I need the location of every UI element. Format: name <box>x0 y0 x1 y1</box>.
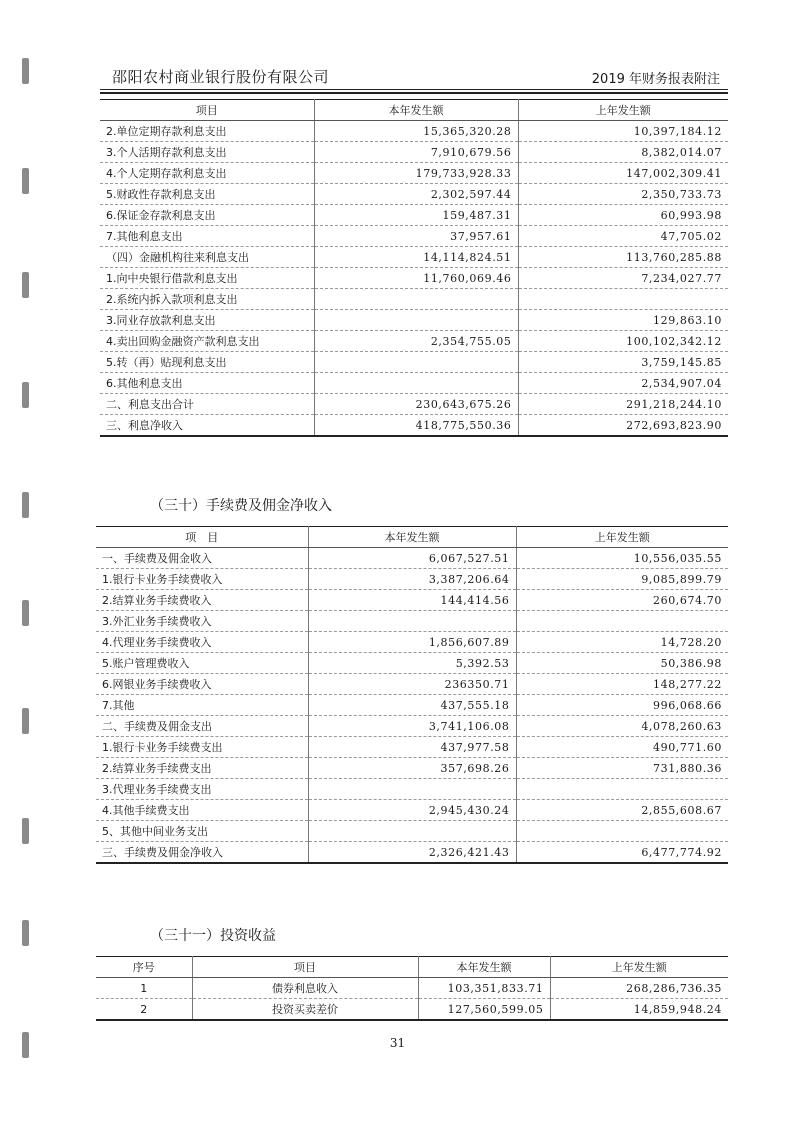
row-label: 二、利息支出合计 <box>100 394 314 415</box>
table-row <box>96 590 728 611</box>
cell-value: 7,234,027.77 <box>518 268 728 289</box>
table-row <box>96 716 728 737</box>
column-header: 本年发生额 <box>418 957 550 978</box>
cell-value: 291,218,244.10 <box>518 394 728 415</box>
binder-mark <box>22 58 29 84</box>
section-title-fee-income: （三十）手续费及佣金净收入 <box>150 498 332 514</box>
cell-value: 996,068.66 <box>516 695 728 716</box>
cell-value: 272,693,823.90 <box>626 418 722 432</box>
table-row <box>100 394 728 415</box>
row-label: 三、手续费及佣金净收入 <box>96 842 308 864</box>
row-label: 5.账户管理费收入 <box>96 653 308 674</box>
investment-income-table <box>96 956 728 1021</box>
cell-value: 37,957.61 <box>314 226 518 247</box>
cell-value: 14,859,948.24 <box>633 1002 722 1016</box>
cell-value: 50,386.98 <box>516 653 728 674</box>
row-label: 1.银行卡业务手续费收入 <box>96 569 308 590</box>
binder-mark <box>22 492 29 518</box>
table-row <box>96 611 728 632</box>
cell-value <box>314 352 518 373</box>
row-label: 3.外汇业务手续费收入 <box>96 611 308 632</box>
cell-value: 418,775,550.36 <box>314 415 518 437</box>
row-label: 2 <box>96 999 192 1021</box>
table-row <box>100 415 728 437</box>
cell-value <box>308 779 516 800</box>
interest-expense-table <box>100 99 728 437</box>
page-number: 31 <box>389 1036 406 1050</box>
table-row <box>100 184 728 205</box>
column-header: 上年发生额 <box>550 957 728 978</box>
table-row <box>100 268 728 289</box>
column-header: 上年发生额 <box>518 100 728 121</box>
cell-value: 60,993.98 <box>518 205 728 226</box>
column-header: 项目 <box>192 957 418 978</box>
row-label: 4.卖出回购金融资产款利息支出 <box>100 331 314 352</box>
row-label: 6.其他利息支出 <box>100 373 314 394</box>
header-divider <box>100 92 728 94</box>
table-row <box>96 653 728 674</box>
binder-mark <box>22 382 29 408</box>
table-row <box>100 163 728 184</box>
cell-value: 4,078,260.63 <box>516 716 728 737</box>
cell-value <box>314 289 518 310</box>
cell-value: 2,326,421.43 <box>308 842 516 864</box>
cell-value: 2,302,597.44 <box>314 184 518 205</box>
cell-value: 47,705.02 <box>518 226 728 247</box>
row-label: 7.其他 <box>96 695 308 716</box>
cell-value: 179,733,928.33 <box>314 163 518 184</box>
table-row <box>100 331 728 352</box>
table-row <box>96 800 728 821</box>
cell-value: 268,286,736.35 <box>550 978 728 999</box>
table-row <box>100 352 728 373</box>
cell-value: 437,977.58 <box>308 737 516 758</box>
table-row <box>96 779 728 800</box>
cell-value: 437,555.18 <box>308 695 516 716</box>
table-row <box>96 674 728 695</box>
cell-value: 3,741,106.08 <box>308 716 516 737</box>
table-row <box>100 373 728 394</box>
table-row <box>96 632 728 653</box>
row-label: 2.结算业务手续费支出 <box>96 758 308 779</box>
row-label: 3.同业存放款利息支出 <box>100 310 314 331</box>
table-header-row <box>96 527 728 548</box>
cell-value: 113,760,285.88 <box>518 247 728 268</box>
cell-value: 144,414.56 <box>308 590 516 611</box>
column-header: 项目 <box>100 100 314 121</box>
cell-value: 3,759,145.85 <box>518 352 728 373</box>
cell-value: 1,856,607.89 <box>308 632 516 653</box>
cell-value: 127,560,599.05 <box>418 999 550 1021</box>
cell-value: 6,477,774.92 <box>641 845 722 859</box>
table-header-row <box>100 100 728 121</box>
cell-value <box>308 611 516 632</box>
cell-value: 100,102,342.12 <box>518 331 728 352</box>
row-label: 5.转（再）贴现利息支出 <box>100 352 314 373</box>
cell-value: 10,397,184.12 <box>518 121 728 142</box>
row-label: 2.结算业务手续费收入 <box>96 590 308 611</box>
table-row <box>96 737 728 758</box>
cell-value: 230,643,675.26 <box>314 394 518 415</box>
cell-value <box>308 821 516 842</box>
cell-value: 11,760,069.46 <box>314 268 518 289</box>
cell-value: 103,351,833.71 <box>418 978 550 999</box>
cell-value <box>314 310 518 331</box>
cell-value <box>516 821 728 842</box>
table-row <box>96 548 728 569</box>
table-row <box>96 758 728 779</box>
cell-value <box>516 779 728 800</box>
cell-value: 159,487.31 <box>314 205 518 226</box>
cell-value: 2,354,755.05 <box>314 331 518 352</box>
cell-value: 731,880.36 <box>516 758 728 779</box>
table-row <box>96 821 728 842</box>
table-row <box>100 247 728 268</box>
column-header: 本年发生额 <box>308 527 516 548</box>
cell-value <box>314 373 518 394</box>
table-row <box>96 978 728 999</box>
section-title-investment-income: （三十一）投资收益 <box>150 928 276 944</box>
cell-value: 357,698.26 <box>308 758 516 779</box>
cell-value: 10,556,035.55 <box>516 548 728 569</box>
cell-value: 3,387,206.64 <box>308 569 516 590</box>
binder-mark <box>22 600 29 626</box>
cell-value: 14,728.20 <box>516 632 728 653</box>
row-label: 1.银行卡业务手续费支出 <box>96 737 308 758</box>
cell-value: 236350.71 <box>308 674 516 695</box>
row-label: 4.其他手续费支出 <box>96 800 308 821</box>
cell-value: 15,365,320.28 <box>314 121 518 142</box>
row-label: （四）金融机构往来利息支出 <box>100 247 314 268</box>
binder-mark <box>22 168 29 194</box>
table-row <box>96 695 728 716</box>
row-label: 6.保证金存款利息支出 <box>100 205 314 226</box>
cell-value: 7,910,679.56 <box>314 142 518 163</box>
table-row <box>100 142 728 163</box>
row-label: 三、利息净收入 <box>100 415 314 437</box>
row-label: 1.向中央银行借款利息支出 <box>100 268 314 289</box>
cell-value: 147,002,309.41 <box>518 163 728 184</box>
binder-mark <box>22 818 29 844</box>
cell-value: 2,534,907.04 <box>518 373 728 394</box>
table-row <box>96 842 728 864</box>
table-header-row <box>96 957 728 978</box>
binder-mark <box>22 920 29 946</box>
cell-value: 8,382,014.07 <box>518 142 728 163</box>
report-title: 2019 年财务报表附注 <box>591 72 720 87</box>
row-label: 7.其他利息支出 <box>100 226 314 247</box>
cell-value: 148,277.22 <box>516 674 728 695</box>
table-row <box>96 999 728 1021</box>
row-label: 2.系统内拆入款项利息支出 <box>100 289 314 310</box>
column-header: 本年发生额 <box>314 100 518 121</box>
row-label: 一、手续费及佣金收入 <box>96 548 308 569</box>
table-row <box>100 226 728 247</box>
binder-mark <box>22 708 29 734</box>
cell-value: 2,350,733.73 <box>518 184 728 205</box>
column-header: 上年发生额 <box>516 527 728 548</box>
cell-value: 2,855,608.67 <box>516 800 728 821</box>
cell-value <box>518 289 728 310</box>
cell-value: 投资买卖差价 <box>192 999 418 1021</box>
cell-value: 490,771.60 <box>516 737 728 758</box>
table-row <box>100 310 728 331</box>
row-label: 5、其他中间业务支出 <box>96 821 308 842</box>
cell-value: 5,392.53 <box>308 653 516 674</box>
page-header <box>100 66 728 88</box>
table-row <box>100 205 728 226</box>
row-label: 3.个人活期存款利息支出 <box>100 142 314 163</box>
binder-mark <box>22 272 29 298</box>
row-label: 1 <box>96 978 192 999</box>
column-header: 序号 <box>96 957 192 978</box>
header-divider <box>100 89 728 90</box>
company-name: 邵阳农村商业银行股份有限公司 <box>112 68 330 86</box>
cell-value: 2,945,430.24 <box>308 800 516 821</box>
table-row <box>96 569 728 590</box>
cell-value: 6,067,527.51 <box>308 548 516 569</box>
table-row <box>100 289 728 310</box>
row-label: 二、手续费及佣金支出 <box>96 716 308 737</box>
cell-value: 129,863.10 <box>518 310 728 331</box>
cell-value: 14,114,824.51 <box>314 247 518 268</box>
row-label: 6.网银业务手续费收入 <box>96 674 308 695</box>
table-row <box>100 121 728 142</box>
row-label: 2.单位定期存款利息支出 <box>100 121 314 142</box>
row-label: 3.代理业务手续费支出 <box>96 779 308 800</box>
cell-value <box>516 611 728 632</box>
cell-value: 260,674.70 <box>516 590 728 611</box>
column-header: 项 目 <box>96 527 308 548</box>
row-label: 5.财政性存款利息支出 <box>100 184 314 205</box>
row-label: 4.个人定期存款利息支出 <box>100 163 314 184</box>
fee-commission-table <box>96 526 728 864</box>
cell-value: 债券利息收入 <box>192 978 418 999</box>
cell-value: 9,085,899.79 <box>516 569 728 590</box>
row-label: 4.代理业务手续费收入 <box>96 632 308 653</box>
